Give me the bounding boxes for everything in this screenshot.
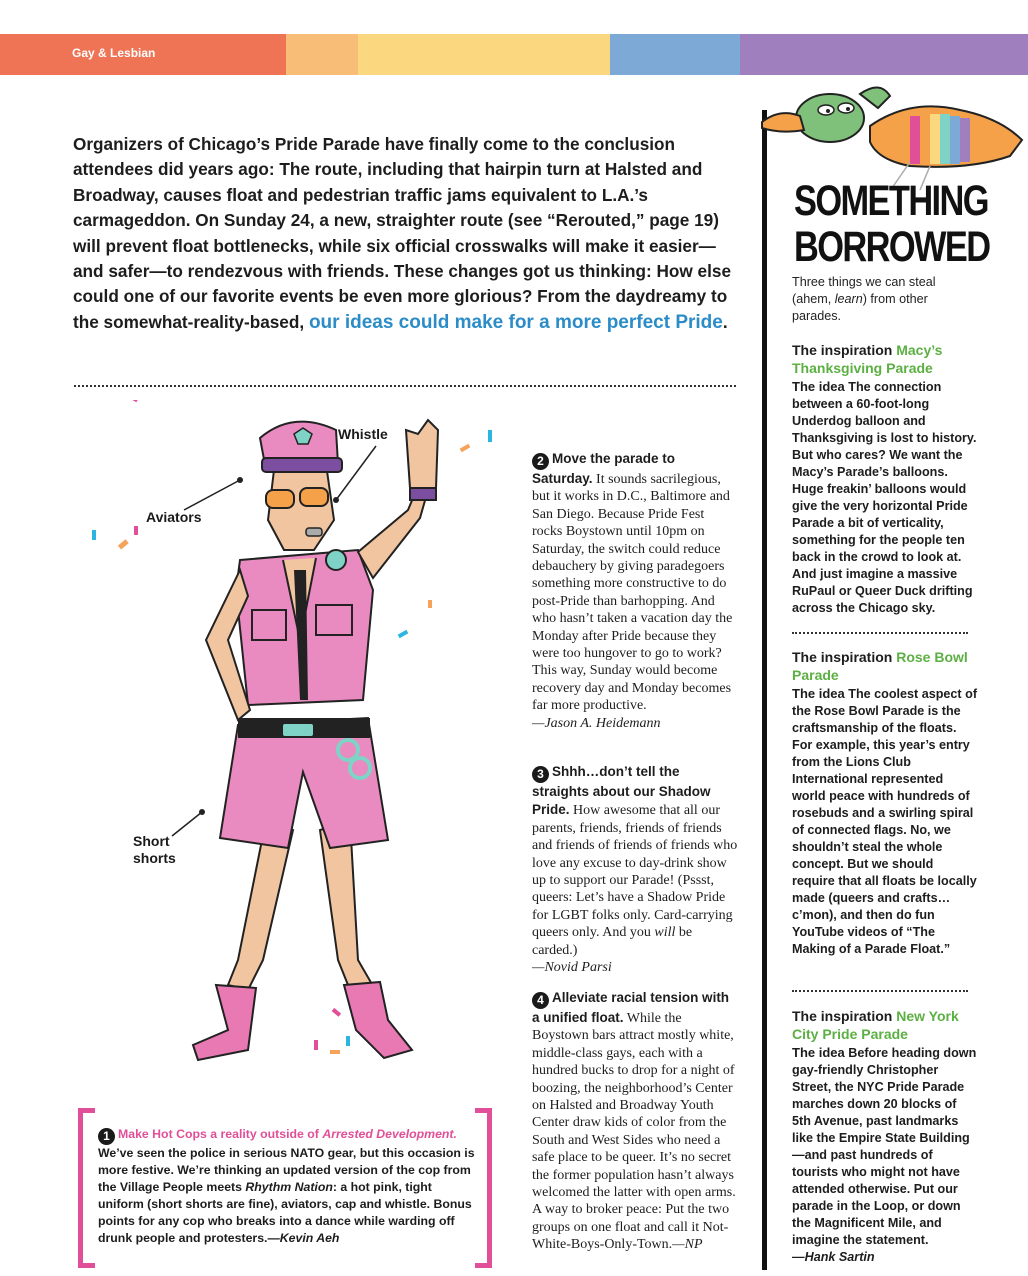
item-1-head-a: Make Hot Cops a reality outside of bbox=[118, 1127, 323, 1141]
number-badge: 4 bbox=[532, 992, 549, 1009]
inspiration-source: Rose Bowl Parade bbox=[792, 649, 968, 683]
item-3-body-a: How awesome that all our parents, friends, friends of friends and friends of friends of friends who love any excuse to day-drink show up to support our Parade! (Pssst, queers: Let’s have a Shadow Pride for LGBT folks only. Card-carrying queers only. And you bbox=[532, 803, 738, 941]
sidebar-title-line1: SOMETHING bbox=[794, 177, 988, 225]
item-2-body: It sounds sacrilegious, but it works in D.C., Baltimore and San Diego. Because Pride Fest rocks Boystown until 10pm on Saturday, the switch could reduce debauchery by giving paradegoers something more constructive to do post-Pride than barhopping. And who hasn’t taken a vacation day the Monday after Pride because they were too hungover to go to work? This way, Sunday would become recovery day and Monday becomes far more productive. bbox=[532, 472, 733, 714]
idea-label: The idea bbox=[792, 379, 845, 394]
item-2-byline: —Jason A. Heidemann bbox=[532, 715, 661, 731]
inspiration-label: The inspiration bbox=[792, 649, 897, 665]
callout-short-shorts-line2: shorts bbox=[133, 850, 176, 866]
item-3-body-b: be carded.) bbox=[532, 925, 693, 958]
sidebar-dotted-divider bbox=[792, 632, 968, 634]
sidebar-intro-italic: learn bbox=[834, 292, 863, 307]
sidebar-rule bbox=[762, 110, 767, 1270]
item-3-body-italic: will bbox=[654, 925, 676, 941]
item-4-byline: —NP bbox=[672, 1237, 703, 1253]
sidebar-intro-a: Three things we can steal (ahem, bbox=[792, 275, 936, 307]
box-bracket-left bbox=[78, 1108, 95, 1268]
sidebar-item-macys bbox=[792, 342, 978, 617]
sidebar-byline: —Hank Sartin bbox=[792, 1250, 875, 1264]
item-3-head: Shhh…don’t tell the straights about our Shadow Pride. bbox=[532, 764, 711, 818]
number-badge: 2 bbox=[532, 453, 549, 470]
sidebar-intro-b: ) from other parades. bbox=[792, 292, 928, 324]
callout-whistle: Whistle bbox=[338, 426, 388, 442]
idea-label: The idea bbox=[792, 1045, 845, 1060]
sidebar-title bbox=[794, 178, 990, 270]
sidebar-title-line2: BORROWED bbox=[794, 223, 990, 271]
sidebar-dotted-divider bbox=[792, 990, 968, 992]
item-3-byline: —Novid Parsi bbox=[532, 960, 612, 976]
item-1-head-b: Arrested Development. bbox=[322, 1127, 457, 1141]
item-2-head: Move the parade to Saturday. bbox=[532, 451, 676, 486]
item-4 bbox=[532, 989, 738, 1254]
inspiration-label: The inspiration bbox=[792, 342, 897, 358]
idea-text: The coolest aspect of the Rose Bowl Parade is the craftsmanship of the floats. For example, this year’s entry from the Lions Club International represented world peace with hundreds of rosebuds and a swirling spiral of connected flags. No, we shouldn’t steal the whole concept. But we should require that all floats be locally made (queers and crafts…c’mon), and then do fun YouTube videos of “The Making of a Parade Float.” bbox=[792, 687, 978, 956]
idea-text: Before heading down gay-friendly Christopher Street, the NYC Pride Parade marches down 20 blocks of 5th Avenue, past landmarks like the Empire State Building—and past hundreds of tourists who might not have attended otherwise. Put our parade in the Loop, or down the Magnificent Mile, and imagine the statement. bbox=[792, 1046, 977, 1247]
inspiration-label: The inspiration bbox=[792, 1008, 897, 1024]
number-badge: 1 bbox=[98, 1128, 115, 1145]
item-1-body-a: We’ve seen the police in serious NATO gear, but this occasion is more festive. We’re thinking an updated version of the cop from the Village People meets bbox=[98, 1146, 475, 1194]
inspiration-source: Macy’s Thanksgiving Parade bbox=[792, 342, 943, 376]
sidebar-intro bbox=[792, 274, 972, 326]
item-2 bbox=[532, 450, 738, 732]
item-4-head: Alleviate racial tension with a unified float. bbox=[532, 990, 730, 1025]
item-4-body: While the Boystown bars attract mostly white, middle-class gays, each with a hundred bucks to drop for a night of boozing, the neighborhood’s Center on Halsted and Broadway Youth Center draw kids of color from the South and West Sides who need a safe place to be queer. It’s no secret the former population hasn’t always welcomed the latter with open arms. A way to broker peace: Put the two groups on one float and call it Not-White-Boys-Only-Town. bbox=[532, 1011, 736, 1253]
item-3 bbox=[532, 763, 738, 976]
section-label: Gay & Lesbian bbox=[72, 46, 156, 60]
item-1-body-italic: Rhythm Nation bbox=[245, 1180, 333, 1194]
intro-end: . bbox=[722, 311, 728, 332]
idea-text: The connection between a 60-foot-long Underdog balloon and Thanksgiving is lost to history. But who cares? We want the Macy’s Parade’s balloons. Huge freakin’ balloons would give the very horizontal Pride Parade a bit of verticality, something for the people ten back in the crowd to look at. And just imagine a massive RuPaul or Queer Duck drifting across the Chicago sky. bbox=[792, 380, 977, 615]
sidebar-item-rose-bowl bbox=[792, 649, 978, 958]
callout-short-shorts-line1: Short bbox=[133, 833, 170, 849]
intro-highlight: our ideas could make for a more perfect Pride bbox=[308, 311, 723, 333]
hot-cops-box bbox=[78, 1108, 492, 1258]
item-1-body-b: : a hot pink, tight uniform (short shorts are fine), aviators, cap and whistle. Bonus points for any cop who breaks into a dance while warding off drunk people and protesters. bbox=[98, 1180, 472, 1245]
sidebar-item-nyc bbox=[792, 1008, 978, 1266]
box-bracket-right bbox=[475, 1108, 492, 1268]
callout-aviators: Aviators bbox=[146, 509, 202, 525]
item-1-byline: —Kevin Aeh bbox=[267, 1231, 340, 1245]
number-badge: 3 bbox=[532, 766, 549, 783]
inspiration-source: New York City Pride Parade bbox=[792, 1008, 959, 1042]
intro-text: Organizers of Chicago’s Pride Parade have finally come to the conclusion attendees did years ago: The route, including that hairpin turn at Halsted and Broadway, causes float and pedestrian traffic jams equivalent to L.A.’s carmageddon. On Sunday 24, a new, straighter route (see “Rerouted,” page 19) will prevent float bottlenecks, while six official crosswalks will make it easier—and safer—to rendezvous with friends. These changes got us thinking: How else could one of our favorite events be even more glorious? From the daydreamy to the somewhat-reality-based, bbox=[73, 134, 732, 332]
item-1-text bbox=[98, 1126, 476, 1247]
idea-label: The idea bbox=[792, 686, 845, 701]
